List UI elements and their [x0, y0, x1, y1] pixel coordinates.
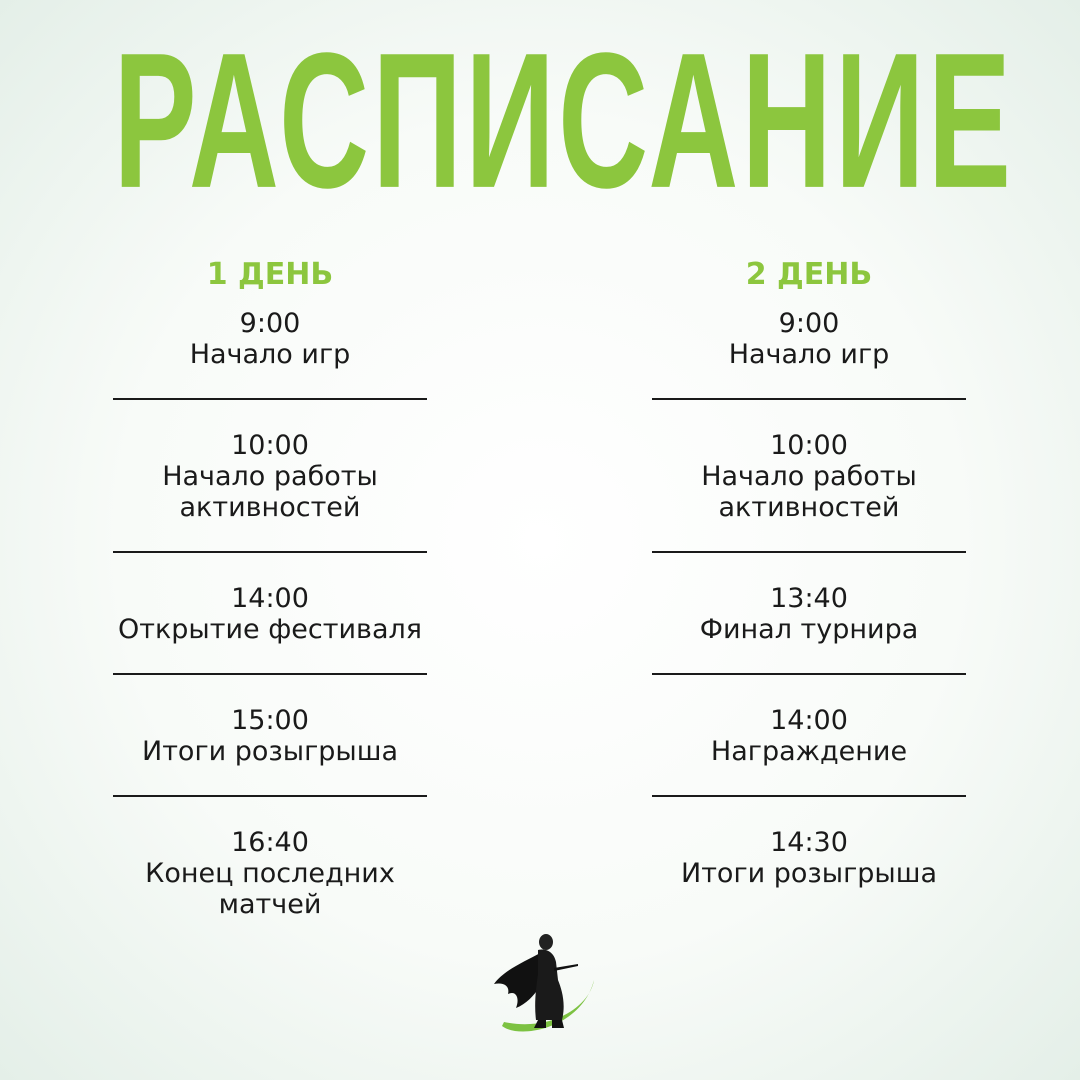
- event-name: Начало работы активностей: [162, 461, 378, 523]
- event-name: Начало игр: [728, 339, 890, 370]
- caped-figure-with-green-swoosh-icon: [490, 928, 598, 1038]
- event-time: 9:00: [239, 308, 301, 339]
- event-name: Финал турнира: [699, 614, 919, 645]
- schedule-item: [599, 827, 1019, 889]
- event-time: 10:00: [231, 430, 309, 461]
- day-2-column: [599, 250, 1019, 889]
- event-time: 15:00: [231, 705, 309, 736]
- event-time: 14:00: [770, 705, 848, 736]
- event-time: 13:40: [770, 583, 848, 614]
- event-time: 10:00: [770, 430, 848, 461]
- day-2-heading: 2 ДЕНЬ: [745, 257, 873, 292]
- event-time: 14:30: [770, 827, 848, 858]
- event-time: 14:00: [231, 583, 309, 614]
- event-name: Открытие фестиваля: [118, 614, 422, 645]
- event-name: Конец последних матчей: [145, 858, 395, 920]
- schedule-item: [599, 705, 1019, 767]
- page-title: РАСПИСАНИЕ: [113, 13, 1015, 229]
- schedule-item: [599, 583, 1019, 645]
- schedule-item: [599, 430, 1019, 523]
- event-name: Начало работы активностей: [701, 461, 917, 523]
- schedule-item: [60, 827, 480, 920]
- event-name: Итоги розыгрыша: [142, 736, 398, 767]
- event-name: Итоги розыгрыша: [681, 858, 937, 889]
- day-1-heading: 1 ДЕНЬ: [206, 257, 334, 292]
- event-name: Начало игр: [189, 339, 351, 370]
- event-name: Награждение: [710, 736, 908, 767]
- schedule-item: [599, 308, 1019, 370]
- schedule-item: [60, 430, 480, 523]
- schedule-item: [60, 308, 480, 370]
- event-time: 9:00: [778, 308, 840, 339]
- event-time: 16:40: [231, 827, 309, 858]
- schedule-item: [60, 705, 480, 767]
- schedule-item: [60, 583, 480, 645]
- day-1-column: [60, 250, 480, 920]
